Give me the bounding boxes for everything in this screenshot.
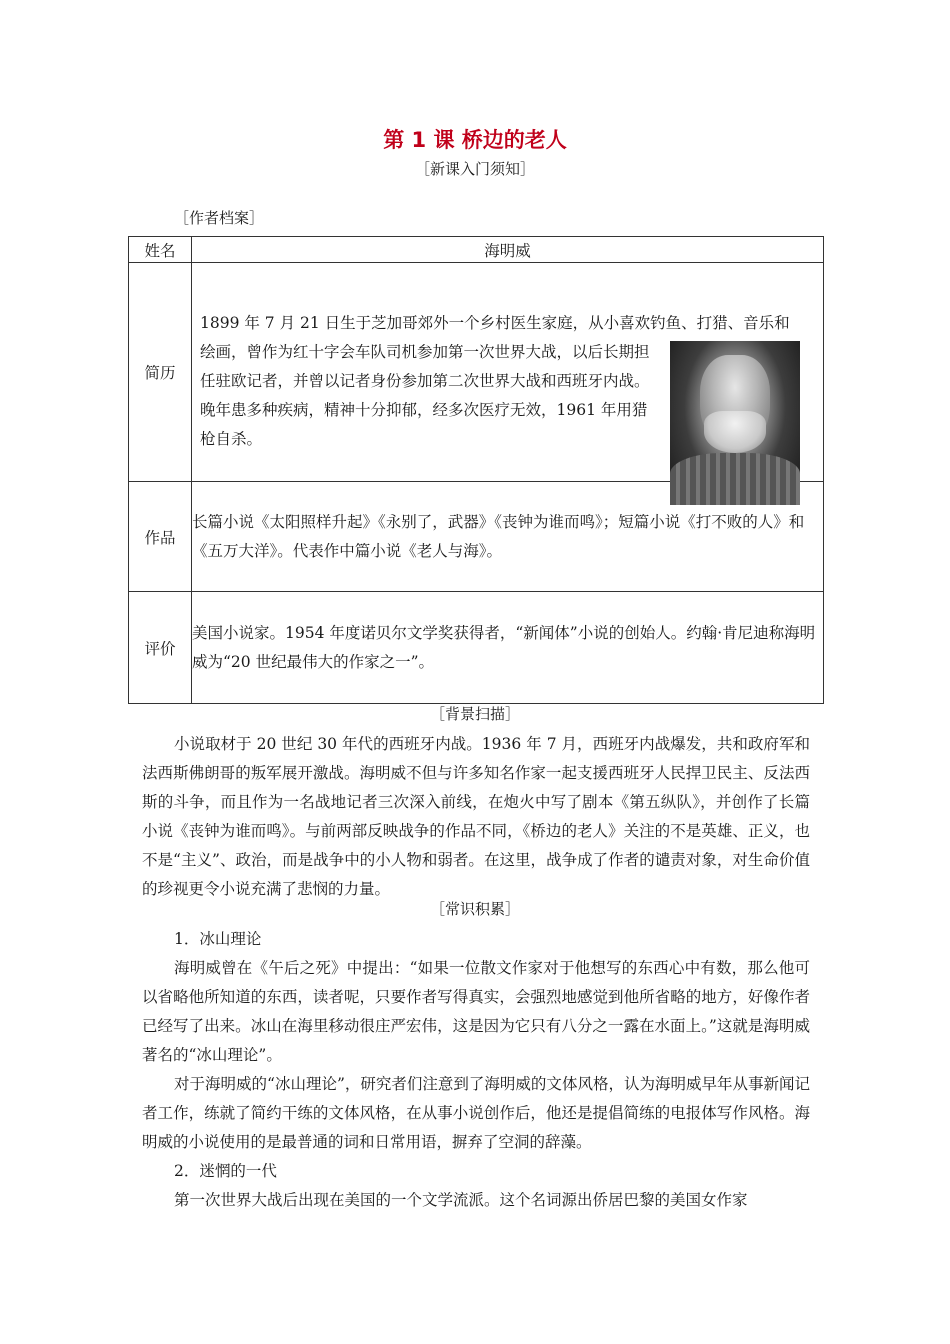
row-key-works: 作品: [129, 482, 192, 592]
biography-text-rest: 绘画，曾作为红十字会车队司机参加第一次世界大战，以后长期担任驻欧记者，并曾以记者身份参加第二次世界大战和西班牙内战。晚年患多种疾病，精神十分抑郁，经多次医疗无效，1961 年用猎枪自杀。: [200, 343, 650, 448]
portrait-sweater: [670, 453, 800, 505]
iceberg-paragraph-2: 对于海明威的“冰山理论”，研究者们注意到了海明威的文体风格，认为海明威早年从事新闻记者工作，练就了简约干练的文体风格，在从事小说创作后，他还是提倡简练的电报体写作风格。海明威的小说使用的是最普通的词和日常用语，摒弃了空洞的辞藻。: [142, 1075, 810, 1151]
lost-generation-paragraph-1: 第一次世界大战后出现在美国的一个文学流派。这个名词源出侨居巴黎的美国女作家: [174, 1191, 748, 1209]
background-heading: ［背景扫描］: [429, 705, 520, 723]
author-profile-table: [128, 236, 824, 704]
portrait-beard: [704, 411, 766, 453]
author-profile-heading: ［作者档案］: [174, 209, 265, 227]
lost-generation-title: 2．迷惘的一代: [174, 1162, 277, 1180]
evaluation-text: 美国小说家。1954 年度诺贝尔文学奖获得者，“新闻体”小说的创始人。约翰·肯尼迪称海明威为“20 世纪最伟大的作家之一”。: [192, 592, 824, 704]
row-key-biography: 简历: [129, 263, 192, 482]
row-key-name: 姓名: [129, 237, 192, 263]
portrait-photo: [670, 341, 800, 505]
table-row: [129, 263, 824, 482]
knowledge-heading: ［常识积累］: [429, 900, 520, 918]
iceberg-paragraph-1: 海明威曾在《午后之死》中提出：“如果一位散文作家对于他想写的东西心中有数，那么他可以省略他所知道的东西，读者呢，只要作者写得真实，会强烈地感觉到他所省略的地方，好像作者已经写了出来。冰山在海里移动很庄严宏伟，这是因为它只有八分之一露在水面上。”这就是海明威著名的“冰山理论”。: [142, 959, 810, 1064]
section-intro-heading: ［新课入门须知］: [414, 160, 535, 178]
iceberg-title: 1．冰山理论: [174, 930, 262, 948]
row-key-evaluation: 评价: [129, 592, 192, 704]
table-row: [129, 237, 824, 263]
biography-text-first: 1899 年 7 月 21 日生于芝加哥郊外一个乡村医生家庭，从小喜欢钓鱼、打猎、音乐和: [200, 314, 790, 332]
works-text: 长篇小说《太阳照样升起》《永别了，武器》《丧钟为谁而鸣》；短篇小说《打不败的人》和《五万大洋》。代表作中篇小说《老人与海》。: [192, 482, 824, 592]
author-name: 海明威: [192, 237, 824, 263]
biography-cell: [192, 263, 824, 482]
background-text: 小说取材于 20 世纪 30 年代的西班牙内战。1936 年 7 月，西班牙内战爆发，共和政府军和法西斯佛朗哥的叛军展开激战。海明威不但与许多知名作家一起支援西班牙人民捍卫民主、反法西斯的斗争，而且作为一名战地记者三次深入前线，在炮火中写了剧本《第五纵队》，并创作了长篇小说《丧钟为谁而鸣》。与前两部反映战争的作品不同，《桥边的老人》关注的不是英雄、正义，也不是“主义”、政治，而是战争中的小人物和弱者。在这里，战争成了作者的谴责对象，对生命价值的珍视更令小说充满了悲悯的力量。: [142, 735, 810, 898]
table-row: [129, 592, 824, 704]
lesson-title: 第 1 课 桥边的老人: [383, 128, 567, 152]
